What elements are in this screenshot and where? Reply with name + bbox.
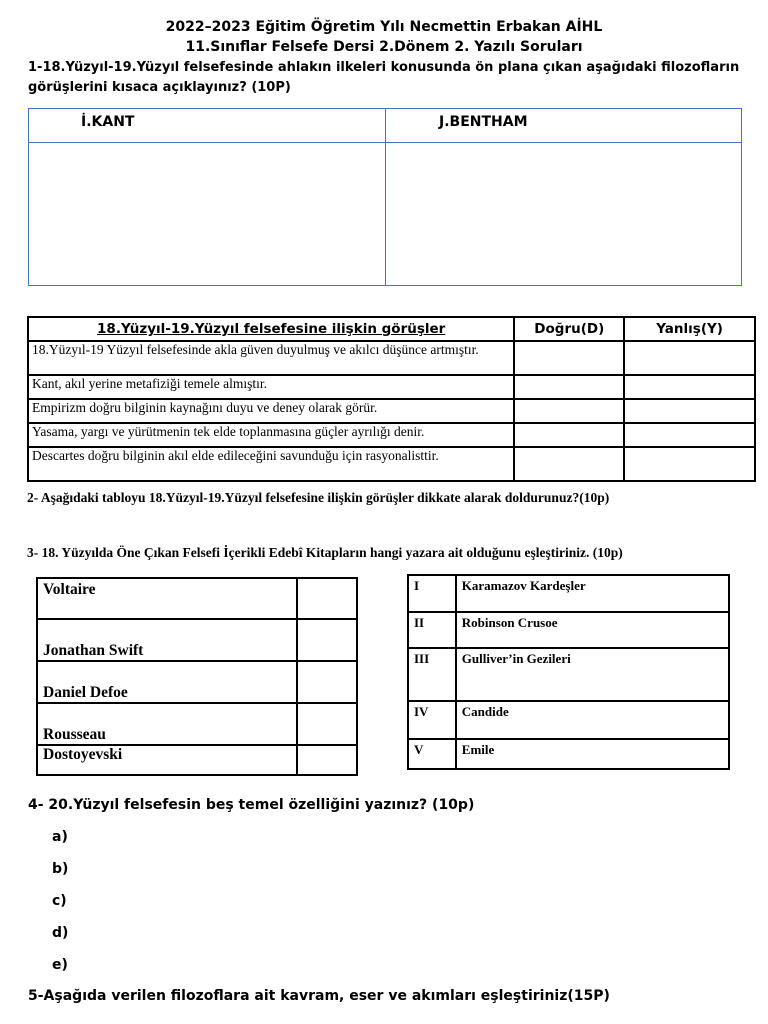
book-title-5: Emile <box>456 739 729 769</box>
book-title-4: Candide <box>456 701 729 739</box>
match-cell-dostoyevski[interactable] <box>297 745 357 775</box>
author-rousseau: Rousseau <box>37 703 297 745</box>
bentham-column-header: J.BENTHAM <box>439 114 528 130</box>
author-voltaire: Voltaire <box>37 578 297 619</box>
match-cell-defoe[interactable] <box>297 661 357 703</box>
true-cell-5[interactable] <box>514 447 624 481</box>
false-cell-2[interactable] <box>624 375 755 399</box>
answer-option-d: d) <box>52 925 69 941</box>
false-cell-5[interactable] <box>624 447 755 481</box>
false-cell-3[interactable] <box>624 399 755 423</box>
statement-5: Descartes doğru bilginin akıl elde edileceğini savunduğu için rasyonalisttir. <box>28 447 514 481</box>
author-swift: Jonathan Swift <box>37 619 297 661</box>
question-1-line-2: görüşlerini kısaca açıklayınız? (10P) <box>28 80 291 95</box>
true-cell-4[interactable] <box>514 423 624 447</box>
match-cell-voltaire[interactable] <box>297 578 357 619</box>
match-cell-swift[interactable] <box>297 619 357 661</box>
exam-title: 2022–2023 Eğitim Öğretim Yılı Necmettin Erbakan AİHL <box>165 19 603 35</box>
question-1-answer-table <box>28 108 742 286</box>
answer-option-c: c) <box>52 893 67 909</box>
true-cell-1[interactable] <box>514 341 624 375</box>
book-title-1: Karamazov Kardeşler <box>456 575 729 612</box>
answer-option-e: e) <box>52 957 68 973</box>
question-5-title: 5-Aşağıda verilen filozoflara ait kavram, eser ve akımları eşleştiriniz(15P) <box>28 988 610 1004</box>
book-title-2: Robinson Crusoe <box>456 612 729 648</box>
match-cell-rousseau[interactable] <box>297 703 357 745</box>
statement-4: Yasama, yargı ve yürütmenin tek elde toplanmasına güçler ayrılığı denir. <box>28 423 514 447</box>
bentham-answer-area[interactable] <box>389 145 739 285</box>
question-1-line-1: 1-18.Yüzyıl-19.Yüzyıl felsefesinde ahlakın ilkeleri konusunda ön plana çıkan aşağıdaki filozofların <box>28 60 740 75</box>
kant-column-header: İ.KANT <box>81 114 135 130</box>
books-table <box>407 574 730 770</box>
book-number-3: III <box>408 648 456 701</box>
question-4-title: 4- 20.Yüzyıl felsefesin beş temel özelliğini yazınız? (10p) <box>28 797 475 813</box>
exam-subtitle: 11.Sınıflar Felsefe Dersi 2.Dönem 2. Yazılı Soruları <box>185 39 583 55</box>
true-cell-3[interactable] <box>514 399 624 423</box>
statements-header: 18.Yüzyıl-19.Yüzyıl felsefesine ilişkin görüşler <box>28 317 514 341</box>
statement-3: Empirizm doğru bilginin kaynağını duyu ve deney olarak görür. <box>28 399 514 423</box>
author-defoe: Daniel Defoe <box>37 661 297 703</box>
true-header: Doğru(D) <box>514 317 624 341</box>
book-title-3: Gulliver’in Gezileri <box>456 648 729 701</box>
kant-answer-area[interactable] <box>31 145 381 285</box>
answer-option-b: b) <box>52 861 69 877</box>
book-number-5: V <box>408 739 456 769</box>
book-number-4: IV <box>408 701 456 739</box>
question-2-instruction: 2- Aşağıdaki tabloyu 18.Yüzyıl-19.Yüzyıl felsefesine ilişkin görüşler dikkate alarak doldurunuz?(10p) <box>27 490 610 505</box>
statement-1: 18.Yüzyıl-19 Yüzyıl felsefesinde akla güven duyulmuş ve akılcı düşünce artmıştır. <box>28 341 514 375</box>
false-header: Yanlış(Y) <box>624 317 755 341</box>
question-2-true-false-table <box>27 316 756 482</box>
authors-table <box>36 577 358 776</box>
false-cell-4[interactable] <box>624 423 755 447</box>
true-cell-2[interactable] <box>514 375 624 399</box>
statement-2: Kant, akıl yerine metafiziği temele almıştır. <box>28 375 514 399</box>
question-3-title: 3- 18. Yüzyılda Öne Çıkan Felsefi İçerikli Edebî Kitapların hangi yazara ait olduğunu eşleştiriniz. (10p) <box>27 545 623 560</box>
author-dostoyevski: Dostoyevski <box>37 745 297 775</box>
answer-option-a: a) <box>52 829 68 845</box>
book-number-1: I <box>408 575 456 612</box>
book-number-2: II <box>408 612 456 648</box>
false-cell-1[interactable] <box>624 341 755 375</box>
